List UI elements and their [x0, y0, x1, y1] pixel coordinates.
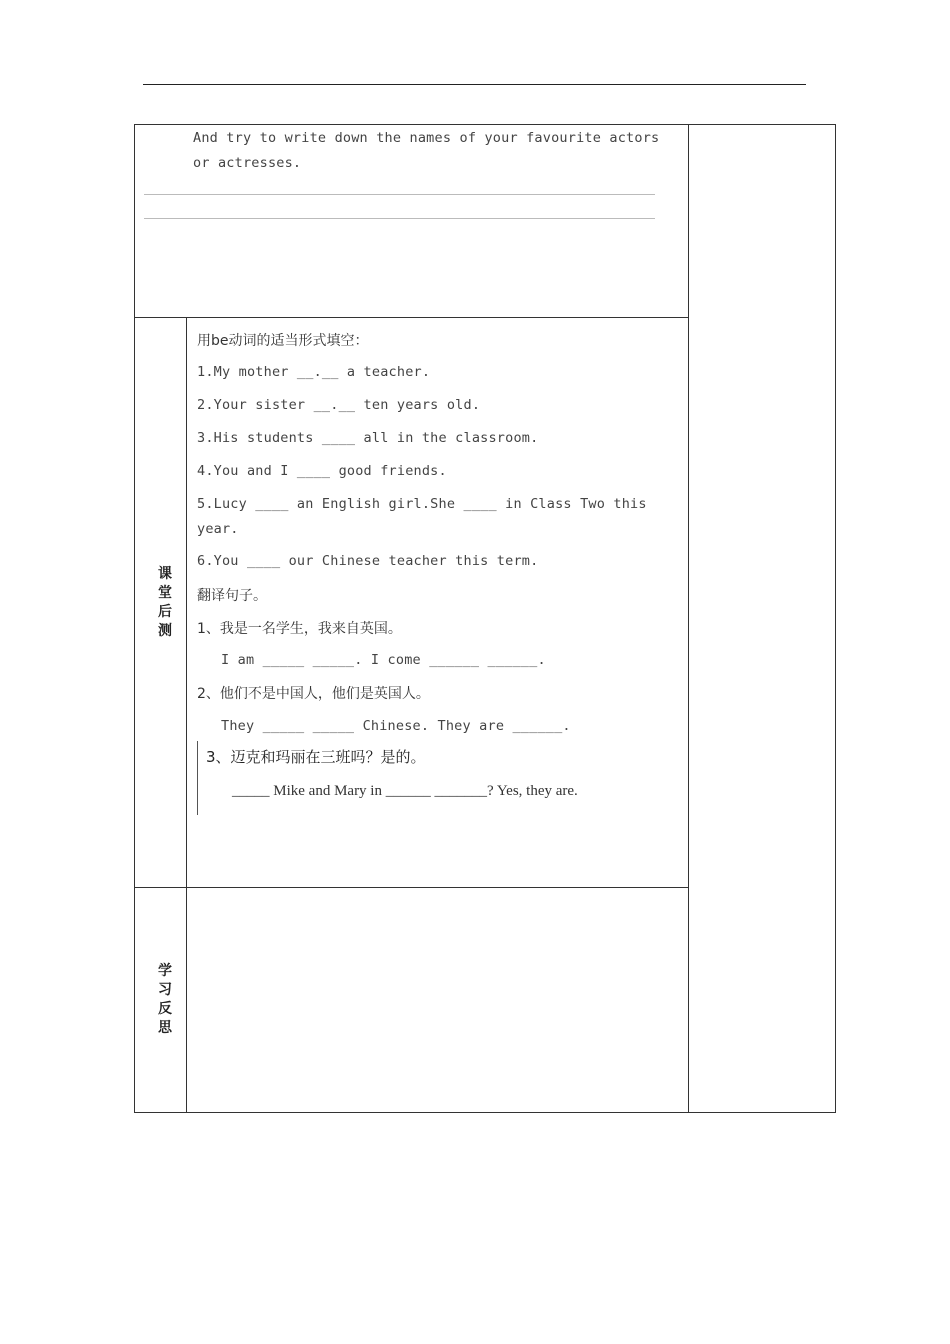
scan-margin-line	[197, 741, 198, 815]
translate-2-en: They _____ _____ Chinese. They are ______.	[221, 718, 571, 734]
intro-line-1: And try to write down the names of your favourite actors	[193, 130, 660, 146]
test-item-4: 4.You and I ____ good friends.	[197, 463, 447, 479]
translate-2-cn: 2、他们不是中国人，他们是英国人。	[197, 686, 430, 702]
answer-line-2	[144, 218, 655, 219]
section-label-reflection: 学习反思	[158, 963, 172, 1036]
test-item-5-cont: year.	[197, 521, 239, 537]
answer-line-1	[144, 194, 655, 195]
translate-1-en: I am _____ _____. I come ______ ______.	[221, 652, 546, 668]
right-column-divider	[688, 124, 689, 1113]
test-item-3: 3.His students ____ all in the classroom.	[197, 430, 539, 446]
label-column-divider	[186, 317, 187, 1113]
translate-3-en: _____ Mike and Mary in ______ _______? Yes, they are.	[232, 783, 578, 799]
translate-3-cn: 3、迈克和玛丽在三班吗？是的。	[206, 748, 426, 766]
translate-title: 翻译句子。	[197, 588, 267, 604]
test-item-1: 1.My mother __.__ a teacher.	[197, 364, 431, 380]
section-label-test: 课堂后测	[158, 566, 172, 639]
test-instruction: 用be动词的适当形式填空：	[197, 333, 369, 349]
header-rule	[143, 84, 806, 85]
test-item-6: 6.You ____ our Chinese teacher this term.	[197, 553, 539, 569]
row-divider-1	[134, 317, 688, 318]
test-item-5: 5.Lucy ____ an English girl.She ____ in Class Two this	[197, 496, 647, 512]
translate-1-cn: 1、我是一名学生，我来自英国。	[197, 621, 402, 637]
test-item-2: 2.Your sister __.__ ten years old.	[197, 397, 481, 413]
row-divider-2	[134, 887, 688, 888]
intro-line-2: or actresses.	[193, 155, 302, 171]
